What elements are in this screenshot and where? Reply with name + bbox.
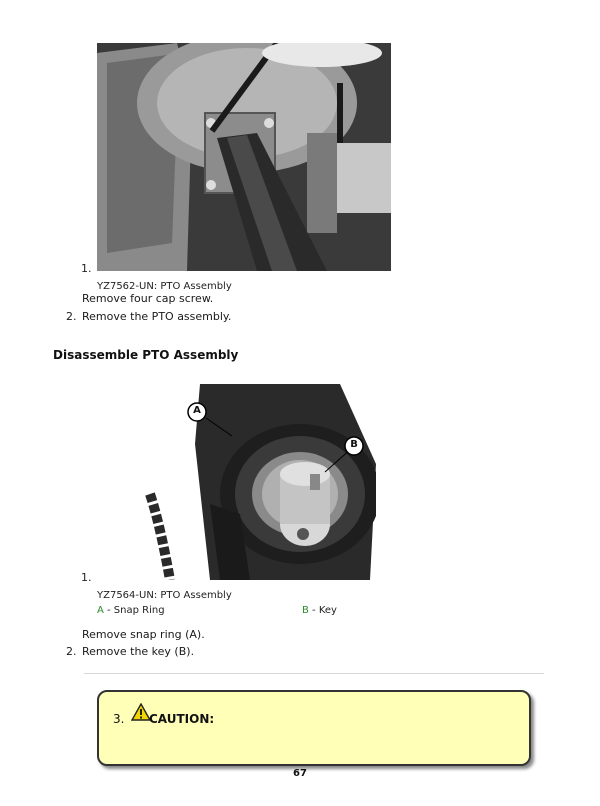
callout-a-letter: A <box>97 605 104 616</box>
callout-key-a <box>97 605 165 616</box>
callout-b-text: - Key <box>308 605 337 616</box>
image-label: YZ7564-UN: PTO Assembly <box>97 590 232 601</box>
step-text: Remove four cap screw. <box>82 292 214 305</box>
caution-title: CAUTION: <box>149 712 215 726</box>
step-number: 1. <box>81 571 92 584</box>
step-text: Remove the PTO assembly. <box>82 310 232 323</box>
section-divider <box>84 673 544 674</box>
callout-key-b <box>302 605 337 616</box>
pto-assembly-photo-1 <box>97 43 391 271</box>
page-number: 67 <box>293 768 307 779</box>
image-label: YZ7562-UN: PTO Assembly <box>97 281 232 292</box>
warning-triangle-icon <box>131 703 151 721</box>
callout-b-letter: B <box>302 605 309 616</box>
step-text: Remove snap ring (A). <box>82 628 205 641</box>
caution-number: 3. <box>113 712 125 726</box>
section-heading: Disassemble PTO Assembly <box>53 348 239 362</box>
callout-a-text: - Snap Ring <box>103 605 165 616</box>
step-text: Remove the key (B). <box>82 645 195 658</box>
callout-marker-b: B <box>350 439 358 450</box>
step-number: 2. <box>66 310 77 323</box>
caution-box <box>97 690 531 766</box>
pto-assembly-photo-2 <box>140 384 376 580</box>
step-number: 2. <box>66 645 77 658</box>
callout-marker-a: A <box>193 405 201 416</box>
step-number: 1. <box>81 262 92 275</box>
